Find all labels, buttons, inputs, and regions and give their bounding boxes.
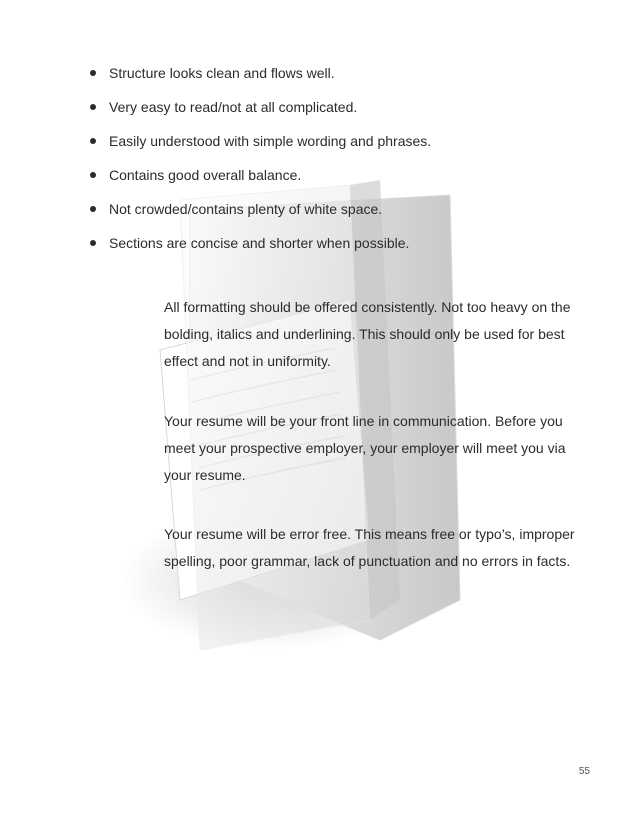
bullet-text: Structure looks clean and flows well. <box>109 65 335 81</box>
bullet-icon <box>90 138 96 144</box>
bullet-text: Easily understood with simple wording and phrases. <box>109 133 432 149</box>
bullet-text: Sections are concise and shorter when possible. <box>109 235 410 251</box>
formatting-paragraph: All formatting should be offered consistently. Not too heavy on the bolding, italics and underlining. This should only be used for best effect and not in uniformity. <box>164 299 571 369</box>
list-item <box>90 60 431 94</box>
bullet-list <box>90 60 431 264</box>
list-item <box>90 94 431 128</box>
page-number: 55 <box>578 766 590 777</box>
bullet-text: Not crowded/contains plenty of white space. <box>109 201 383 217</box>
bullet-icon <box>90 104 96 110</box>
bullet-text: Very easy to read/not at all complicated. <box>109 99 358 115</box>
list-item <box>90 128 431 162</box>
bullet-text: Contains good overall balance. <box>109 167 302 183</box>
bullet-icon <box>90 70 96 76</box>
error-free-paragraph: Your resume will be error free. This means free or typo’s, improper spelling, poor grammar, lack of punctuation and no errors in facts. <box>164 526 575 569</box>
bullet-icon <box>90 240 96 246</box>
communication-paragraph: Your resume will be your front line in communication. Before you meet your prospective employer, your employer will meet you via your resume. <box>164 413 566 483</box>
list-item <box>90 230 431 264</box>
list-item <box>90 196 431 230</box>
list-item <box>90 162 431 196</box>
bullet-icon <box>90 206 96 212</box>
bullet-icon <box>90 172 96 178</box>
